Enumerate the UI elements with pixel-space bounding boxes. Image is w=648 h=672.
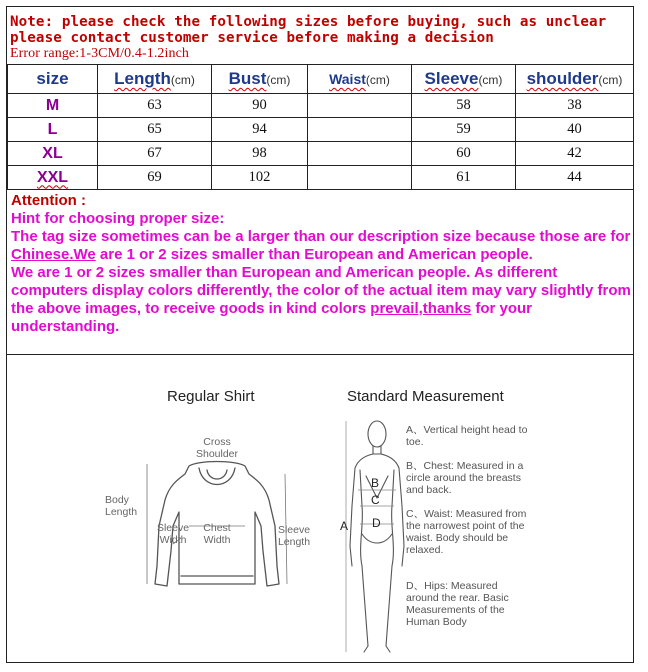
sleeve-cell: 61 [412, 166, 516, 190]
table-row [8, 94, 634, 118]
size-cell: XXL [8, 166, 98, 190]
header-bust: Bust(cm) [212, 65, 308, 94]
measure-desc-a: A、Vertical height head to toe. [406, 424, 528, 448]
size-cell: XL [8, 142, 98, 166]
shirt-title: Regular Shirt [167, 388, 255, 405]
header-size: size [8, 65, 98, 94]
size-note [10, 14, 634, 62]
sleeve-cell: 58 [412, 94, 516, 118]
header-length: Length(cm) [98, 65, 212, 94]
size-cell: L [8, 118, 98, 142]
body-length-label: Body Length [105, 494, 138, 518]
shoulder-cell: 38 [516, 94, 634, 118]
length-cell: 67 [98, 142, 212, 166]
body-figure-illustration [342, 416, 412, 656]
waist-cell [308, 142, 412, 166]
sleeve-cell: 60 [412, 142, 516, 166]
letter-c: C [371, 493, 380, 507]
sleeve-width-label: Sleeve Width [156, 522, 190, 546]
shoulder-cell: 44 [516, 166, 634, 190]
attention-paragraph-2: We are 1 or 2 sizes smaller than European and American people. As different computers display colors differently, the color of the actual item may vary slightly from the above images, to receive goods in kind colors prevail,thanks for your understanding. [11, 264, 631, 335]
sleeve-cell: 59 [412, 118, 516, 142]
letter-a: A [340, 519, 349, 533]
attention-paragraph-1: The tag size sometimes can be a larger than our description size because those are for Chinese.We are 1 or 2 sizes smaller than European and American people. [11, 228, 631, 263]
measure-desc-c: C、Waist: Measured from the narrowest point of the waist. Body should be relaxed. [406, 508, 527, 556]
divider [7, 354, 634, 355]
table-row [8, 118, 634, 142]
length-cell: 69 [98, 166, 212, 190]
waist-cell [308, 118, 412, 142]
shoulder-cell: 40 [516, 118, 634, 142]
size-cell: M [8, 94, 98, 118]
chest-width-label: Chest Width [203, 522, 231, 546]
sleeve-length-label: Sleeve Length [277, 524, 311, 548]
letter-b: B [371, 476, 380, 490]
length-cell: 65 [98, 118, 212, 142]
header-sleeve: Sleeve(cm) [412, 65, 516, 94]
measurement-panel [7, 356, 634, 663]
measure-title: Standard Measurement [347, 388, 504, 405]
measure-desc-d: D、Hips: Measured around the rear. Basic Measurements of the Human Body [406, 580, 509, 628]
header-waist: Waist(cm) [308, 65, 412, 94]
shoulder-cell: 42 [516, 142, 634, 166]
bust-cell: 90 [212, 94, 308, 118]
bust-cell: 102 [212, 166, 308, 190]
bust-cell: 98 [212, 142, 308, 166]
size-table [7, 64, 634, 190]
cross-shoulder-label: Cross Shoulder [195, 436, 239, 460]
table-row [8, 166, 634, 190]
table-row [8, 142, 634, 166]
waist-cell [308, 94, 412, 118]
length-cell: 63 [98, 94, 212, 118]
size-table-header [8, 65, 634, 94]
letter-d: D [372, 516, 381, 530]
attention-title: Attention : [11, 192, 86, 209]
note-line-2: please contact customer service before making a decision [10, 30, 494, 46]
waist-cell [308, 166, 412, 190]
measure-desc-b: B、Chest: Measured in a circle around the breasts and back. [406, 460, 524, 496]
header-shoulder: shoulder(cm) [516, 65, 634, 94]
note-line-1: Note: please check the following sizes before buying, such as unclear [10, 14, 607, 30]
hint-title: Hint for choosing proper size: [11, 210, 225, 227]
attention-block [11, 192, 631, 336]
bust-cell: 94 [212, 118, 308, 142]
note-error-range: Error range:1-3CM/0.4-1.2inch [10, 46, 190, 61]
